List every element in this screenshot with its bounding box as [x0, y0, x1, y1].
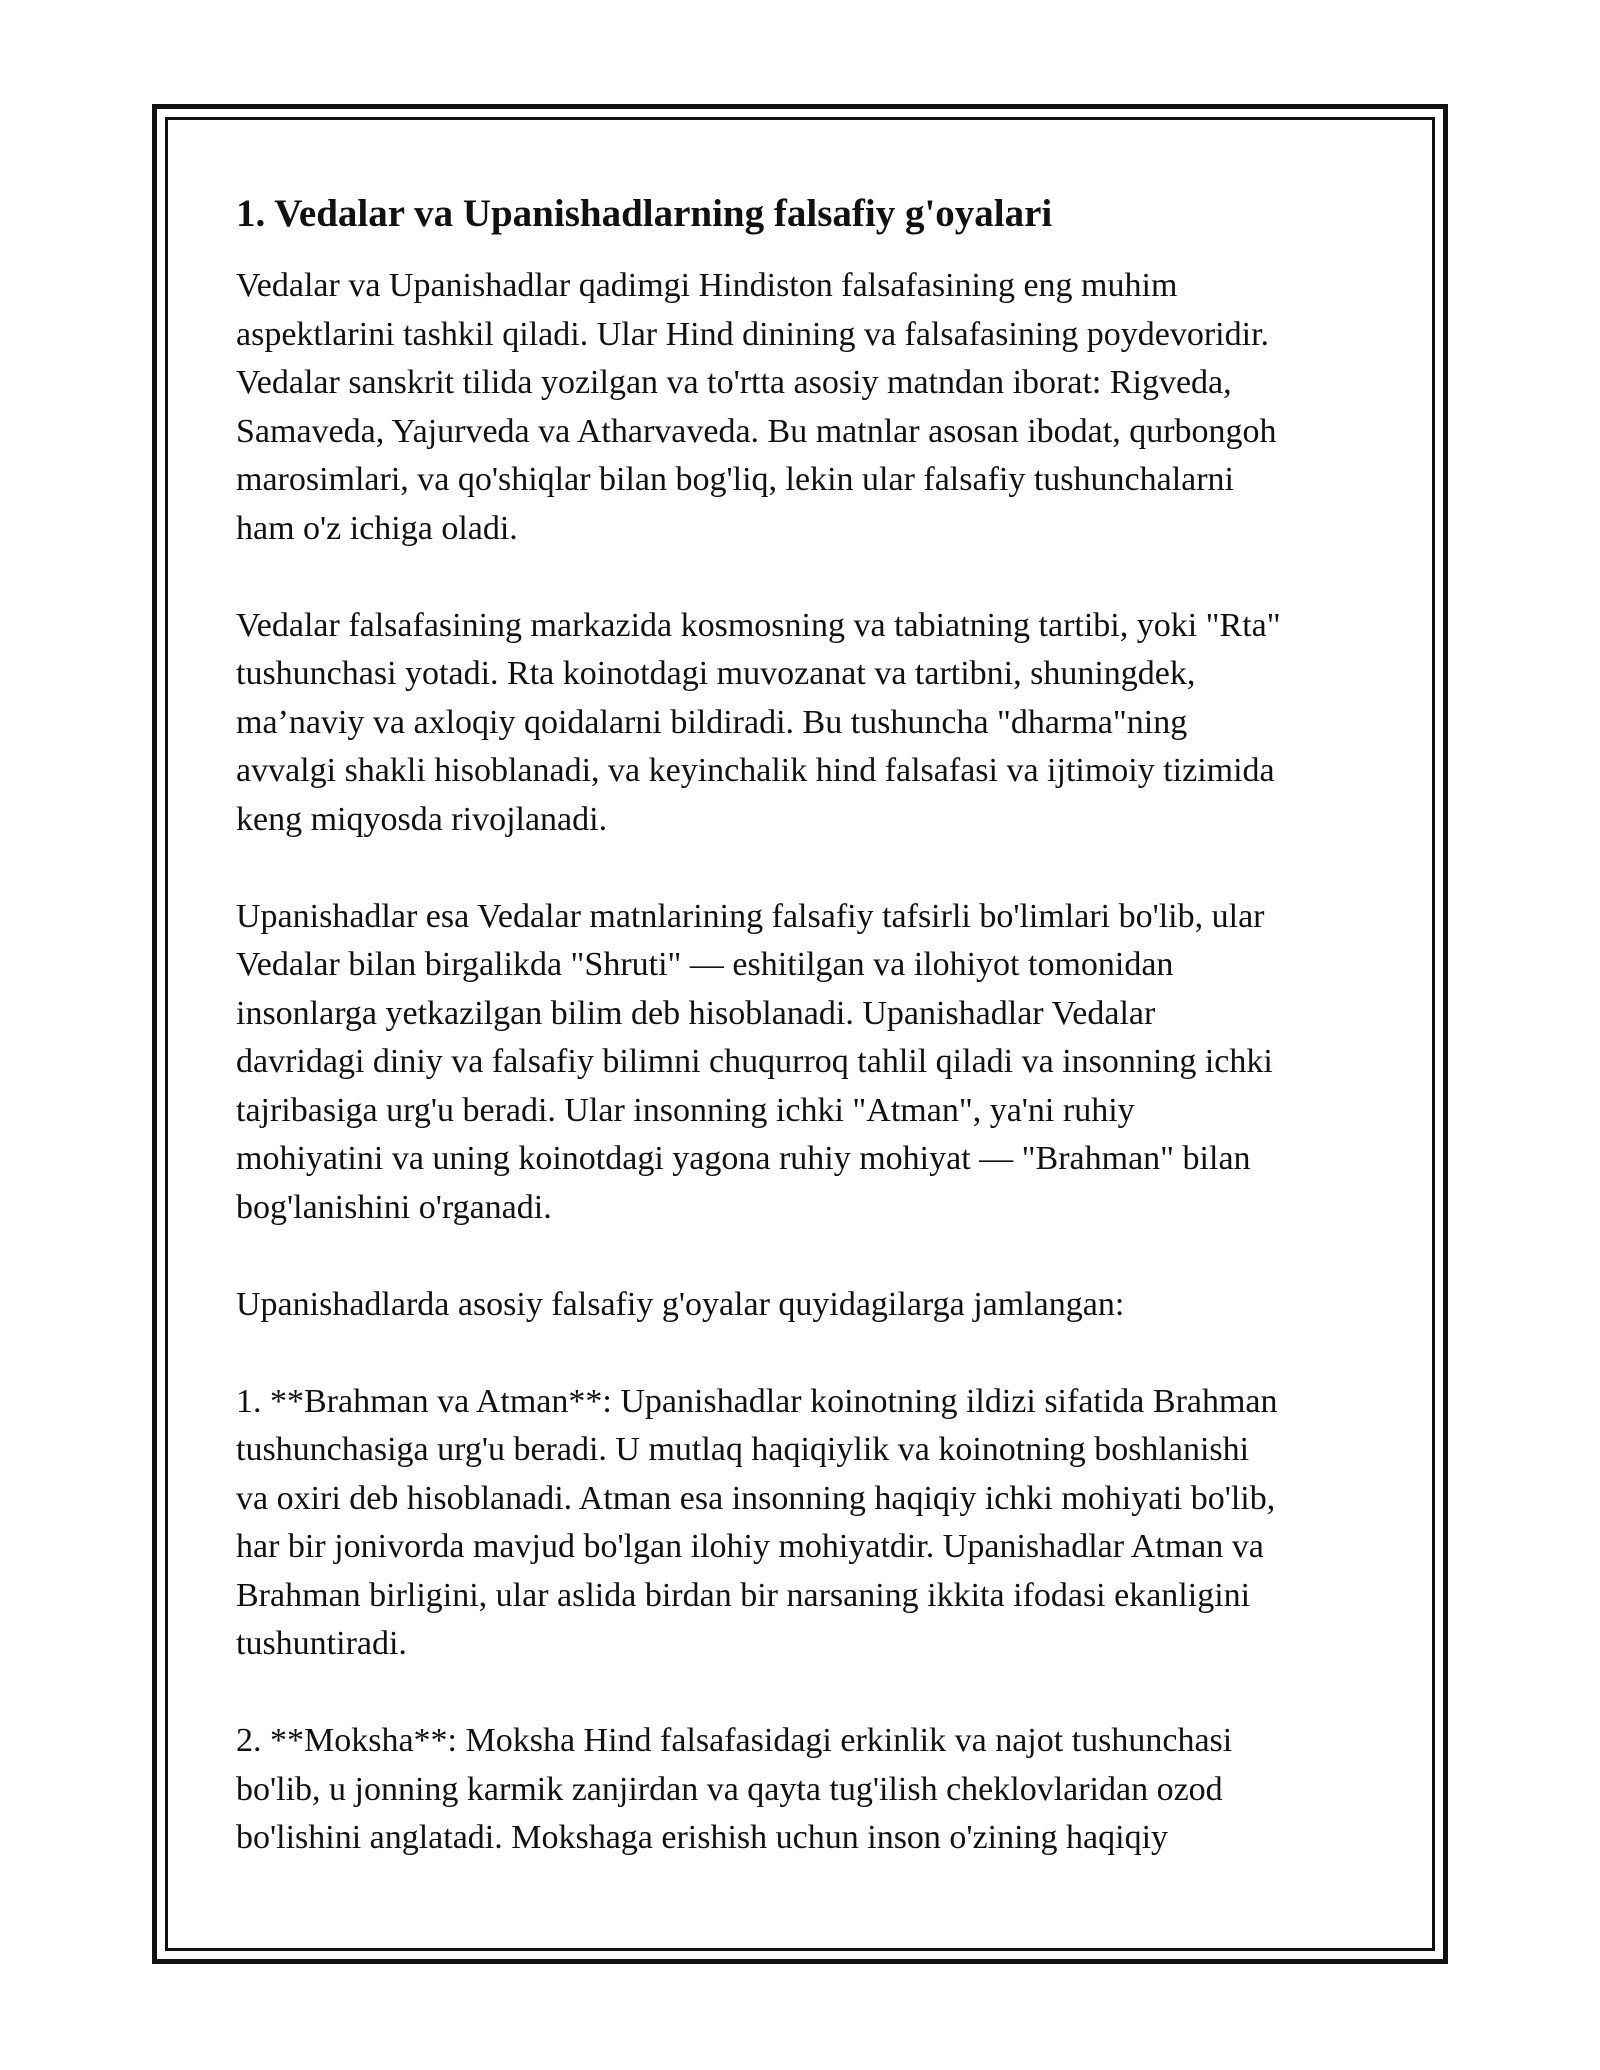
text-line: ma’naviy va axloqiy qoidalarni bildiradi. Bu tushuncha "dharma"ning: [236, 703, 1188, 741]
paragraph-list: [236, 262, 1376, 1863]
text-line: va oxiri deb hisoblanadi. Atman esa insonning haqiqiy ichki mohiyati bo'lib,: [236, 1479, 1276, 1517]
document-body: [236, 190, 1376, 1911]
body-paragraph: [236, 1378, 1376, 1669]
section-title: 1. Vedalar va Upanishadlarning falsafiy g'oyalari: [236, 192, 1053, 235]
text-line: tushunchasi yotadi. Rta koinotdagi muvozanat va tartibni, shuningdek,: [236, 655, 1196, 692]
body-paragraph: [236, 1281, 1376, 1330]
text-line: Vedalar falsafasining markazida kosmosning va tabiatning tartibi, yoki "Rta": [236, 606, 1281, 644]
text-line: insonlarga yetkazilgan bilim deb hisoblanadi. Upanishadlar Vedalar: [236, 994, 1156, 1032]
text-line: Vedalar bilan birgalikda "Shruti" — eshitilgan va ilohiyot tomonidan: [236, 946, 1174, 983]
text-line: Vedalar sanskrit tilida yozilgan va to'rtta asosiy matndan iborat: Rigveda,: [236, 364, 1232, 401]
text-line: ham o'z ichiga oladi.: [236, 509, 518, 547]
text-line: 2. **Moksha**: Moksha Hind falsafasidagi erkinlik va najot tushunchasi: [236, 1722, 1233, 1759]
text-line: bo'lib, u jonning karmik zanjirdan va qayta tug'ilish cheklovlaridan ozod: [236, 1770, 1223, 1808]
text-line: 1. **Brahman va Atman**: Upanishadlar koinotning ildizi sifatida Brahman: [236, 1382, 1278, 1420]
text-line: avvalgi shakli hisoblanadi, va keyinchalik hind falsafasi va ijtimoiy tizimida: [236, 752, 1275, 789]
text-line: Upanishadlar esa Vedalar matnlarining falsafiy tafsirli bo'limlari bo'lib, ular: [236, 897, 1265, 935]
text-line: marosimlari, va qo'shiqlar bilan bog'liq, lekin ular falsafiy tushunchalarni: [236, 461, 1235, 498]
text-line: keng miqyosda rivojlanadi.: [236, 800, 608, 838]
text-line: Vedalar va Upanishadlar qadimgi Hindiston falsafasining eng muhim: [236, 267, 1178, 304]
text-line: Samaveda, Yajurveda va Atharvaveda. Bu matnlar asosan ibodat, qurbongoh: [236, 412, 1277, 450]
text-line: aspektlarini tashkil qiladi. Ular Hind dinining va falsafasining poydevoridir.: [236, 315, 1270, 353]
text-line: bo'lishini anglatadi. Mokshaga erishish uchun inson o'zining haqiqiy: [236, 1819, 1169, 1856]
text-line: mohiyatini va uning koinotdagi yagona ruhiy mohiyat — "Brahman" bilan: [236, 1140, 1251, 1177]
text-line: Upanishadlarda asosiy falsafiy g'oyalar quyidagilarga jamlangan:: [236, 1285, 1125, 1323]
text-line: tushunchasiga urg'u beradi. U mutlaq haqiqiylik va koinotning boshlanishi: [236, 1431, 1250, 1468]
text-line: davridagi diniy va falsafiy bilimni chuqurroq tahlil qiladi va insonning ichki: [236, 1043, 1273, 1080]
body-paragraph: [236, 602, 1376, 845]
body-paragraph: [236, 893, 1376, 1233]
text-line: bog'lanishini o'rganadi.: [236, 1188, 552, 1226]
body-paragraph: [236, 1717, 1376, 1863]
text-line: tushuntiradi.: [236, 1625, 407, 1662]
body-paragraph: [236, 262, 1376, 553]
text-line: har bir jonivorda mavjud bo'lgan ilohiy mohiyatdir. Upanishadlar Atman va: [236, 1528, 1264, 1565]
text-line: Brahman birligini, ular aslida birdan bir narsaning ikkita ifodasi ekanligini: [236, 1576, 1251, 1614]
text-line: tajribasiga urg'u beradi. Ular insonning ichki "Atman", ya'ni ruhiy: [236, 1091, 1135, 1129]
